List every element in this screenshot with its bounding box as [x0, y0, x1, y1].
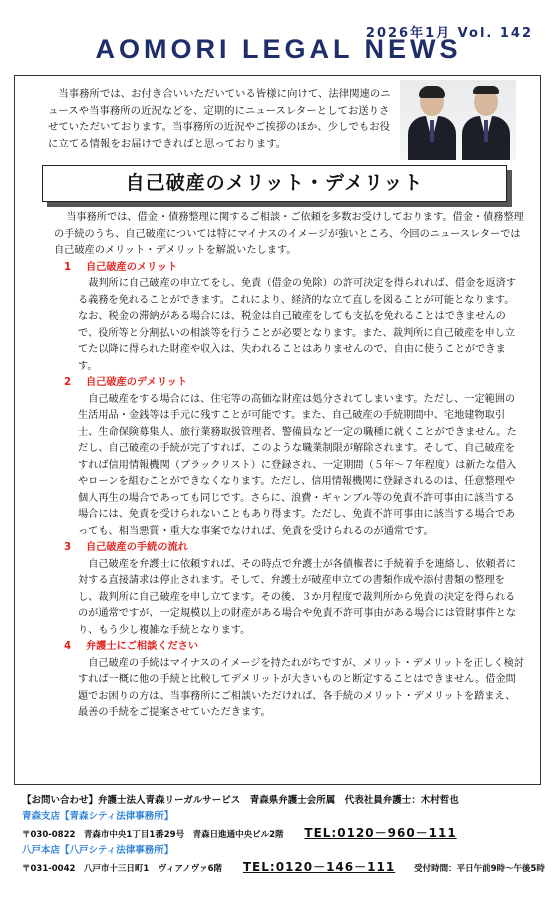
branch-hachinohe-name: 八戸本店【八戸シティ法律事務所】: [22, 845, 174, 856]
branch-aomori-address: 〒030-0822 青森市中央1丁目1番29号 青森日進通中央ビル2階: [22, 830, 284, 840]
office-hours: 受付時間：平日午前9時〜午後5時: [414, 864, 545, 874]
issue-label: 2026年1月 Vol. 142: [365, 26, 533, 41]
article-headline: 自己破産のメリット・デメリット: [125, 172, 424, 194]
lawyer-portrait-right: [458, 80, 514, 160]
branch-aomori-row: [22, 825, 542, 843]
contact-footer: [22, 793, 545, 877]
branch-aomori-tel[interactable]: TEL:0120－960－111: [304, 826, 457, 840]
branch-hachinohe-tel[interactable]: TEL:0120－146－111: [242, 860, 396, 874]
lawyer-portrait-left: [404, 80, 460, 160]
intro-text: 当事務所では、お付き合いいただいている皆様に向けて、法律関連のニュースや当事務所の近況などを、定期的にニュースレターとしてお送りさせていただいております。当事務所の近況やご挨拶のほか、少しでもお役に立てる情報をお届けできればと思っております。: [48, 88, 391, 150]
section-heading-demerits: 2 自己破産のデメリット: [64, 377, 188, 388]
section-body-procedure: 自己破産を弁護士に依頼すれば、その時点で弁護士が各債権者に手続着手を連絡し、依頼者に対する直接請求は停止されます。そして、弁護士が破産申立ての書類作成や添付書類の整理をし、裁判所に自己破産を申し立てます。その後、３か月程度で裁判所から免責の決定を得られるのが通常ですが、一定規模以上の財産がある場合や免責不許可事由がある場合には管財事件となり、もう少し複雑な手続となります。: [78, 558, 517, 636]
section-body-demerits: 自己破産をする場合には、住宅等の高価な財産は処分されてしまいます。ただし、一定範囲の生活用品・金銭等は手元に残すことが可能です。また、自己破産の手続期間中、宅地建物取引士、生命保険募集人、旅行業務取扱管理者、警備員など一定の職種に就くことができません。ただし、自己破産の手続が完了すれば、このような職業制限が解除されます。そして、自己破産をすれば信用情報機関（ブラックリスト）に登録され、一定期間（５年〜７年程度）は新たな借入やローンを組むことができなくなります。ただし、信用情報機関に登録されるのは、任意整理や個人再生の場合であっても同じです。さらに、浪費・ギャンブル等の免責不許可事由に該当する場合には、免責を受けられないこともあり得ます。ただし、免責不許可事由に該当する場合であっても、相当悪質・重大な事案でなければ、免責を受けられるのが通常です。: [78, 393, 517, 537]
newsletter-title: AOMORI LEGAL NEWS: [95, 34, 462, 64]
branch-hachinohe-address: 〒031-0042 八戸市十三日町1 ヴィアノヴァ6階: [22, 864, 222, 874]
contact-line: 【お問い合わせ】弁護士法人青森リーガルサービス 青森県弁護士会所属 代表社員弁護士：木村哲也: [22, 795, 459, 806]
branch-hachinohe-row: [22, 859, 545, 877]
section-heading-procedure: 3 自己破産の手続の流れ: [64, 542, 188, 553]
section-heading-merits: 1 自己破産のメリット: [64, 261, 178, 273]
section-heading-consult: 4 弁護士にご相談ください: [64, 641, 199, 652]
article-body: [54, 210, 524, 722]
branch-aomori-name: 青森支店【青森シティ法律事務所】: [22, 811, 174, 822]
article-lead: 当事務所では、借金・債務整理に関するご相談・ご依頼を多数お受けしております。借金・債務整理の手続のうち、自己破産については特にマイナスのイメージが強いところ、今回のニュースレターでは自己破産のメリット・デメリットを解説いたします。: [54, 212, 524, 256]
lawyers-photo: [400, 80, 516, 160]
section-body-merits: 裁判所に自己破産の申立てをし、免責（借金の免除）の許可決定を得られれば、借金を返済する義務を免れることができます。これにより、経済的な立て直しを図ることが可能となります。なお、税金の滞納がある場合には、税金は自己破産をしても支払を免れることはできませんので、役所等と分割払いの相談等を行うことが必要となります。また、裁判所に自己破産を申し立てた以降に得られた財産や収入は、失われることはありませんので、自由に使うことができます。: [78, 278, 517, 372]
section-body-consult: 自己破産の手続はマイナスのイメージを持たれがちですが、メリット・デメリットを正しく検討すれば一概に他の手続と比較してデメリットが大きいものと断定することはできません。借金問題でお困りの方は、当事務所にご相談いただければ、各手続のメリット・デメリットを踏まえ、最善の手続をご提案させていただきます。: [78, 657, 525, 718]
